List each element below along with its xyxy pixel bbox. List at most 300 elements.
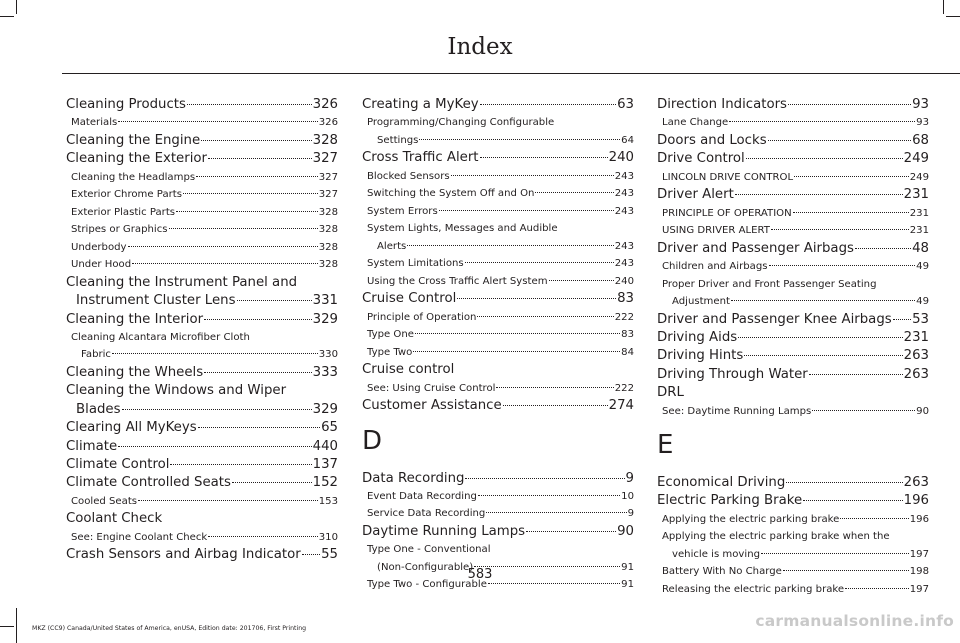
entry-page: 49 bbox=[916, 261, 929, 273]
entry-page: 243 bbox=[614, 188, 634, 200]
entry-page: 240 bbox=[614, 275, 634, 287]
dot-leader bbox=[503, 405, 608, 406]
entry-row bbox=[362, 523, 634, 541]
entry-row bbox=[362, 397, 634, 415]
index-subentry bbox=[657, 581, 929, 599]
entry-page: 249 bbox=[903, 151, 929, 167]
entry-text: Driving Aids bbox=[657, 329, 738, 345]
entry-page: 326 bbox=[312, 97, 338, 112]
index-entry bbox=[362, 397, 634, 415]
entry-row bbox=[662, 205, 929, 223]
index-subentry bbox=[362, 255, 634, 273]
entry-row bbox=[367, 132, 634, 150]
dot-leader bbox=[465, 478, 624, 479]
index-subentry bbox=[362, 309, 634, 327]
entry-text: Underbody bbox=[71, 241, 127, 253]
entry-text: PRINCIPLE OF OPERATION bbox=[662, 207, 792, 219]
entry-page: 83 bbox=[621, 329, 634, 341]
crop-mark bbox=[0, 626, 14, 627]
index-subentry bbox=[66, 186, 338, 204]
entry-text: Cleaning the Interior bbox=[66, 311, 204, 327]
index-entry bbox=[66, 438, 338, 456]
entry-page: 197 bbox=[909, 548, 929, 560]
page-number: 583 bbox=[467, 567, 493, 582]
entry-page: 263 bbox=[903, 366, 929, 382]
crop-mark bbox=[0, 16, 14, 17]
entry-page: 328 bbox=[318, 241, 338, 253]
dot-leader bbox=[788, 104, 911, 105]
entry-page: 249 bbox=[909, 171, 929, 183]
entry-text: Switching the System Off and On bbox=[367, 188, 535, 200]
entry-page: 93 bbox=[912, 97, 929, 112]
entry-row bbox=[362, 149, 634, 167]
entry-text: Type One - Conventional bbox=[367, 544, 491, 556]
entry-text: Exterior Plastic Parts bbox=[71, 206, 176, 218]
entry-text: vehicle is moving bbox=[672, 548, 761, 560]
index-subentry bbox=[66, 329, 338, 364]
dot-leader bbox=[457, 298, 616, 299]
index-subentry bbox=[657, 511, 929, 529]
entry-row bbox=[367, 255, 634, 273]
entry-row bbox=[367, 488, 634, 506]
entry-row bbox=[367, 309, 634, 327]
dot-leader bbox=[738, 337, 902, 338]
dot-leader bbox=[170, 464, 311, 465]
crop-mark bbox=[16, 608, 17, 643]
entry-row bbox=[657, 96, 929, 114]
entry-page: 327 bbox=[318, 171, 338, 183]
entry-text: Principle of Operation bbox=[367, 311, 477, 323]
entry-row bbox=[66, 474, 338, 492]
crop-mark bbox=[943, 0, 944, 14]
entry-text: Children and Airbags bbox=[662, 261, 768, 273]
entry-page: 310 bbox=[318, 531, 338, 543]
dot-leader bbox=[232, 482, 312, 483]
dot-leader bbox=[183, 193, 318, 194]
entry-text: Programming/Changing Configurable bbox=[367, 117, 555, 129]
index-subentry bbox=[66, 529, 338, 547]
entry-page: 328 bbox=[318, 206, 338, 218]
entry-row bbox=[367, 273, 634, 291]
entry-row bbox=[657, 132, 929, 150]
dot-leader bbox=[477, 316, 613, 317]
entry-text: Economical Driving bbox=[657, 475, 786, 491]
dot-leader bbox=[187, 104, 312, 105]
entry-row bbox=[66, 401, 338, 419]
index-entry bbox=[66, 419, 338, 437]
entry-text: Under Hood bbox=[71, 259, 132, 271]
entry-page: 240 bbox=[608, 150, 634, 166]
entry-row bbox=[71, 204, 338, 222]
entry-page: 196 bbox=[903, 493, 929, 509]
entry-row bbox=[66, 292, 338, 310]
index-column-3 bbox=[657, 96, 929, 598]
entry-text: See: Using Cruise Control bbox=[367, 382, 496, 394]
index-subentry bbox=[362, 380, 634, 398]
crop-mark bbox=[16, 0, 17, 14]
index-entry bbox=[657, 132, 929, 150]
index-entry bbox=[657, 366, 929, 384]
dot-leader bbox=[729, 121, 915, 122]
entry-row bbox=[66, 438, 338, 456]
index-subentry bbox=[362, 505, 634, 523]
index-subentry bbox=[362, 203, 634, 221]
dot-leader bbox=[138, 500, 318, 501]
entry-text: Cleaning the Engine bbox=[66, 132, 201, 148]
entry-page: 222 bbox=[614, 382, 634, 394]
section-letter: D bbox=[362, 425, 383, 456]
entry-row bbox=[367, 168, 634, 186]
entry-text: Coolant Check bbox=[66, 511, 163, 527]
entry-row bbox=[662, 293, 929, 311]
entry-page: 330 bbox=[318, 349, 338, 361]
entry-text: Cleaning the Wheels bbox=[66, 364, 204, 380]
entry-row bbox=[66, 311, 338, 329]
dot-leader bbox=[769, 265, 916, 266]
entry-text: Cooled Seats bbox=[71, 495, 138, 507]
entry-row bbox=[66, 96, 338, 114]
entry-row bbox=[66, 419, 338, 437]
index-subentry bbox=[362, 326, 634, 344]
entry-page: 65 bbox=[321, 420, 338, 436]
entry-row bbox=[71, 239, 338, 257]
index-subentry bbox=[66, 256, 338, 274]
entry-text: Settings bbox=[377, 134, 419, 146]
index-subentry bbox=[657, 276, 929, 311]
entry-page: 53 bbox=[912, 311, 929, 327]
entry-row bbox=[367, 505, 634, 523]
entry-page: 243 bbox=[614, 170, 634, 182]
entry-text: Exterior Chrome Parts bbox=[71, 189, 182, 201]
dot-leader bbox=[237, 300, 312, 301]
entry-row bbox=[657, 240, 929, 258]
dot-leader bbox=[768, 140, 911, 141]
dot-leader bbox=[480, 157, 608, 158]
entry-text: Customer Assistance bbox=[362, 398, 502, 414]
entry-row bbox=[657, 329, 929, 347]
entry-page: 197 bbox=[909, 583, 929, 595]
dot-leader bbox=[208, 158, 312, 159]
section-letter: E bbox=[657, 430, 674, 461]
entry-text: Applying the electric parking brake when the bbox=[662, 531, 890, 543]
dot-leader bbox=[526, 531, 616, 532]
watermark: carmanualsonline.info bbox=[755, 612, 954, 630]
entry-row bbox=[367, 185, 634, 203]
entry-text: Driving Through Water bbox=[657, 366, 808, 382]
entry-page: 91 bbox=[621, 579, 634, 591]
dot-leader bbox=[208, 536, 317, 537]
dot-leader bbox=[112, 353, 318, 354]
entry-row bbox=[367, 238, 634, 256]
index-subentry bbox=[362, 168, 634, 186]
entry-page: 243 bbox=[614, 258, 634, 270]
index-subentry bbox=[66, 114, 338, 132]
crop-mark bbox=[946, 16, 960, 17]
entry-row bbox=[71, 529, 338, 547]
entry-text: Climate bbox=[66, 438, 118, 454]
header-rule bbox=[62, 73, 960, 74]
index-entry bbox=[657, 240, 929, 258]
entry-page: 152 bbox=[312, 475, 338, 491]
entry-row bbox=[71, 221, 338, 239]
dot-leader bbox=[809, 374, 903, 375]
entry-row bbox=[367, 326, 634, 344]
index-subentry bbox=[657, 169, 929, 187]
entry-page: 84 bbox=[621, 346, 634, 358]
entry-row bbox=[71, 186, 338, 204]
entry-page: 328 bbox=[318, 224, 338, 236]
entry-row bbox=[662, 258, 929, 276]
entry-text: Alerts bbox=[377, 240, 407, 252]
entry-page: 263 bbox=[903, 475, 929, 491]
entry-page: 64 bbox=[621, 134, 634, 146]
entry-text: Driver Alert bbox=[657, 187, 734, 203]
dot-leader bbox=[128, 246, 318, 247]
entry-text: Using the Cross Traffic Alert System bbox=[367, 275, 548, 287]
entry-text: Type One bbox=[367, 329, 414, 341]
entry-page: 231 bbox=[909, 225, 929, 237]
entry-text: Cleaning the Headlamps bbox=[71, 171, 196, 183]
dot-leader bbox=[793, 212, 909, 213]
dot-leader bbox=[118, 121, 317, 122]
dot-leader bbox=[771, 229, 909, 230]
index-entry bbox=[657, 329, 929, 347]
dot-leader bbox=[132, 263, 318, 264]
entry-text: Blocked Sensors bbox=[367, 170, 450, 182]
entry-text: Type Two bbox=[367, 346, 413, 358]
dot-leader bbox=[786, 482, 902, 483]
entry-text: Data Recording bbox=[362, 470, 465, 486]
entry-page: 9 bbox=[627, 508, 634, 520]
entry-page: 10 bbox=[621, 490, 634, 502]
index-entry bbox=[362, 523, 634, 541]
dot-leader bbox=[893, 319, 911, 320]
dot-leader bbox=[535, 192, 613, 193]
entry-page: 331 bbox=[312, 293, 338, 309]
dot-leader bbox=[480, 104, 616, 105]
entry-text: Cleaning the Windows and Wiper bbox=[66, 383, 287, 399]
entry-page: 222 bbox=[614, 311, 634, 323]
entry-page: 329 bbox=[312, 401, 338, 417]
entry-text: Type Two - Configurable bbox=[367, 579, 487, 591]
index-entry bbox=[362, 149, 634, 167]
dot-leader bbox=[465, 262, 614, 263]
index-subentry bbox=[66, 204, 338, 222]
entry-row bbox=[367, 344, 634, 362]
entry-text: Event Data Recording bbox=[367, 490, 477, 502]
dot-leader bbox=[840, 518, 908, 519]
entry-row bbox=[362, 290, 634, 308]
index-entry bbox=[362, 290, 634, 308]
entry-page: 263 bbox=[903, 348, 929, 364]
dot-leader bbox=[122, 409, 312, 410]
entry-text: See: Engine Coolant Check bbox=[71, 531, 208, 543]
footer-edition-text: MKZ (CC9) Canada/United States of America, enUSA, Edition date: 201706, First Printing bbox=[32, 625, 307, 632]
index-entry bbox=[657, 347, 929, 365]
entry-page: 243 bbox=[614, 205, 634, 217]
entry-text: Cruise control bbox=[362, 362, 455, 378]
entry-row bbox=[71, 256, 338, 274]
index-entry bbox=[362, 470, 634, 488]
index-subentry bbox=[66, 169, 338, 187]
entry-page: 274 bbox=[608, 398, 634, 414]
entry-text: See: Daytime Running Lamps bbox=[662, 405, 812, 417]
entry-row bbox=[71, 114, 338, 132]
index-entry bbox=[66, 364, 338, 382]
index-subentry bbox=[362, 344, 634, 362]
dot-leader bbox=[118, 446, 311, 447]
entry-page: 440 bbox=[312, 438, 338, 454]
index-subentry bbox=[362, 488, 634, 506]
index-subentry bbox=[657, 403, 929, 421]
entry-text: Climate Controlled Seats bbox=[66, 475, 231, 491]
entry-text: Battery With No Charge bbox=[662, 566, 782, 578]
entry-text: Creating a MyKey bbox=[362, 97, 479, 112]
entry-text: System Limitations bbox=[367, 258, 464, 270]
entry-text: Cruise Control bbox=[362, 291, 457, 307]
entry-text: Direction Indicators bbox=[657, 97, 787, 112]
entry-page: 90 bbox=[916, 405, 929, 417]
index-entry bbox=[657, 492, 929, 510]
entry-page: 333 bbox=[312, 364, 338, 380]
entry-text: Climate Control bbox=[66, 456, 170, 472]
index-heading bbox=[362, 361, 634, 379]
entry-text: Driver and Passenger Airbags bbox=[657, 240, 854, 256]
entry-page: 328 bbox=[318, 259, 338, 271]
entry-row bbox=[662, 511, 929, 529]
entry-page: 329 bbox=[312, 311, 338, 327]
entry-text: Driver and Passenger Knee Airbags bbox=[657, 311, 892, 327]
entry-row bbox=[662, 546, 929, 564]
index-column-1 bbox=[66, 96, 338, 565]
index-entry bbox=[66, 132, 338, 150]
entry-row bbox=[657, 150, 929, 168]
index-subentry bbox=[66, 221, 338, 239]
dot-leader bbox=[204, 372, 311, 373]
dot-leader bbox=[196, 176, 318, 177]
entry-row bbox=[66, 456, 338, 474]
entry-row bbox=[362, 96, 634, 114]
entry-text: USING DRIVER ALERT bbox=[662, 225, 770, 237]
dot-leader bbox=[451, 175, 614, 176]
index-entry bbox=[66, 474, 338, 492]
index-entry bbox=[66, 96, 338, 114]
entry-row bbox=[657, 474, 929, 492]
index-column-2 bbox=[362, 96, 634, 594]
entry-page: 153 bbox=[318, 495, 338, 507]
dot-leader bbox=[855, 248, 911, 249]
entry-row bbox=[662, 403, 929, 421]
index-entry bbox=[657, 150, 929, 168]
dot-leader bbox=[549, 280, 614, 281]
entry-page: 93 bbox=[916, 117, 929, 129]
entry-page: 231 bbox=[903, 187, 929, 203]
entry-text: Stripes or Graphics bbox=[71, 224, 168, 236]
index-subentry bbox=[657, 528, 929, 563]
entry-text: (Non-Configurable) bbox=[377, 561, 474, 573]
entry-text: Service Data Recording bbox=[367, 508, 486, 520]
entry-page: 9 bbox=[625, 470, 634, 486]
entry-text: Blades bbox=[76, 401, 121, 417]
entry-text: Materials bbox=[71, 117, 118, 129]
entry-row bbox=[66, 132, 338, 150]
index-subentry bbox=[657, 114, 929, 132]
dot-leader bbox=[845, 588, 909, 589]
dot-leader bbox=[439, 210, 614, 211]
dot-leader bbox=[201, 140, 311, 141]
entry-page: 48 bbox=[912, 240, 929, 256]
index-entry bbox=[66, 150, 338, 168]
index-entry bbox=[66, 311, 338, 329]
dot-leader bbox=[302, 554, 320, 555]
entry-row bbox=[367, 380, 634, 398]
entry-page: 231 bbox=[903, 329, 929, 345]
entry-row bbox=[657, 347, 929, 365]
entry-page: 243 bbox=[614, 240, 634, 252]
entry-page: 68 bbox=[912, 132, 929, 148]
index-entry bbox=[66, 456, 338, 474]
dot-leader bbox=[746, 158, 903, 159]
dot-leader bbox=[486, 512, 626, 513]
dot-leader bbox=[744, 355, 902, 356]
dot-leader bbox=[415, 333, 620, 334]
entry-text: LINCOLN DRIVE CONTROL bbox=[662, 171, 794, 183]
entry-text: Cleaning the Instrument Panel and bbox=[66, 274, 298, 290]
entry-text: System Lights, Messages and Audible bbox=[367, 223, 558, 235]
index-heading bbox=[66, 510, 338, 528]
page-title: Index bbox=[447, 34, 513, 60]
entry-text: Adjustment bbox=[672, 296, 730, 308]
entry-page: 231 bbox=[909, 207, 929, 219]
entry-page: 196 bbox=[909, 513, 929, 525]
dot-leader bbox=[496, 387, 613, 388]
index-entry bbox=[657, 186, 929, 204]
entry-text: System Errors bbox=[367, 205, 438, 217]
entry-text: Clearing All MyKeys bbox=[66, 420, 197, 436]
dot-leader bbox=[204, 319, 312, 320]
entry-page: 198 bbox=[909, 566, 929, 578]
entry-text: Daytime Running Lamps bbox=[362, 523, 526, 539]
entry-page: 327 bbox=[312, 151, 338, 167]
index-subentry bbox=[657, 258, 929, 276]
entry-row bbox=[662, 581, 929, 599]
entry-text: Proper Driver and Front Passenger Seating bbox=[662, 278, 877, 290]
entry-page: 49 bbox=[916, 296, 929, 308]
entry-row bbox=[657, 311, 929, 329]
entry-page: 83 bbox=[617, 291, 634, 307]
dot-leader bbox=[731, 300, 915, 301]
dot-leader bbox=[794, 176, 909, 177]
index-subentry bbox=[362, 114, 634, 149]
entry-page: 63 bbox=[617, 97, 634, 112]
index-entry bbox=[362, 96, 634, 114]
dot-leader bbox=[812, 410, 915, 411]
entry-row bbox=[367, 203, 634, 221]
entry-text: Applying the electric parking brake bbox=[662, 513, 840, 525]
entry-page: 326 bbox=[318, 117, 338, 129]
entry-row bbox=[71, 493, 338, 511]
dot-leader bbox=[413, 351, 620, 352]
entry-page: 328 bbox=[312, 132, 338, 148]
dot-leader bbox=[761, 553, 909, 554]
entry-row bbox=[662, 114, 929, 132]
entry-text: Lane Change bbox=[662, 117, 729, 129]
entry-row bbox=[71, 169, 338, 187]
entry-row bbox=[362, 470, 634, 488]
entry-text: Instrument Cluster Lens bbox=[76, 293, 236, 309]
entry-text: Doors and Locks bbox=[657, 132, 767, 148]
entry-page: 90 bbox=[617, 523, 634, 539]
